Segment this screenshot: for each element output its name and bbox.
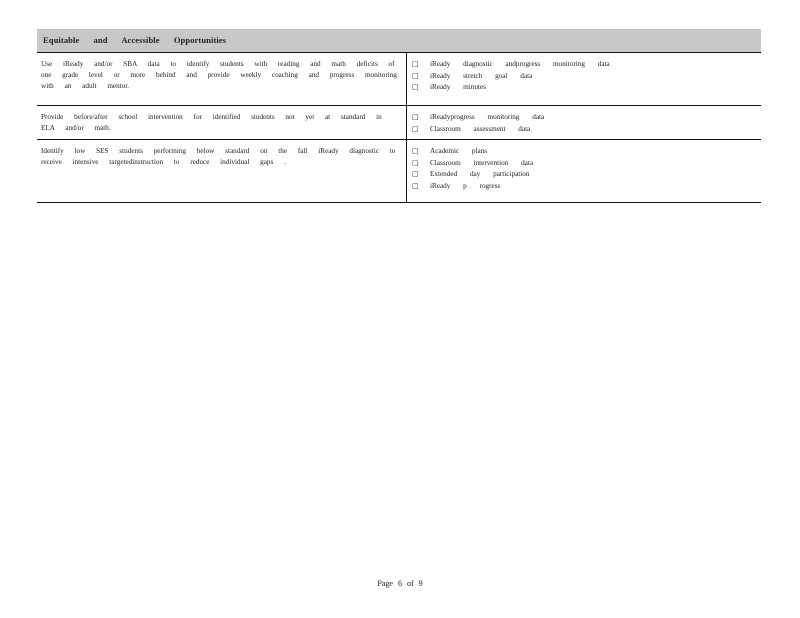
table-row — [37, 140, 761, 203]
evidence-cell — [407, 53, 761, 105]
list-item: □ iReady stretch goal data — [412, 71, 755, 83]
opportunities-table — [37, 29, 761, 203]
table-row — [37, 53, 761, 106]
list-item: □ Classroom assessment data — [412, 124, 755, 136]
list-item: □ Classroom intervention data — [412, 158, 755, 170]
checkbox-icon: □ — [412, 158, 419, 167]
checkbox-icon: □ — [412, 147, 419, 155]
checkbox-icon: □ — [412, 124, 419, 133]
list-item: □ Extended day participation — [412, 169, 755, 181]
checkbox-icon: □ — [412, 83, 419, 91]
strategy-cell: Use iReady and/or SBA data to identify students with reading and math deficits of one grade level or more behind and provide weekly coaching and progress monitoring with an adult mentor. — [37, 53, 407, 105]
strategy-cell: Provide before/after school intervention for identified students not yet at standard in ELA and/or math. — [37, 106, 407, 139]
list-item: □ iReady p rogress — [412, 181, 755, 193]
checkbox-icon: □ — [412, 181, 419, 190]
table-row — [37, 106, 761, 140]
table-header: Equitable and Accessible Opportunities — [37, 29, 761, 53]
list-item: □ iReady diagnostic andprogress monitoring data — [412, 59, 755, 71]
list-item: □ Academic plans — [412, 146, 755, 158]
evidence-cell — [407, 106, 761, 139]
evidence-cell — [407, 140, 761, 202]
list-item: □ iReady minutes — [412, 82, 755, 94]
page-number: Page 6 of 9 — [377, 579, 423, 588]
strategy-cell: Identify low SES students performing below standard on the fall iReady diagnostic to receive intensive targetedinstruction to reduce individual gaps . — [37, 140, 407, 202]
checkbox-icon: □ — [412, 60, 419, 68]
checkbox-icon: □ — [412, 113, 419, 121]
checkbox-icon: □ — [412, 71, 419, 80]
checkbox-icon: □ — [412, 170, 419, 178]
list-item: □ iReadyprogress monitoring data — [412, 112, 755, 124]
